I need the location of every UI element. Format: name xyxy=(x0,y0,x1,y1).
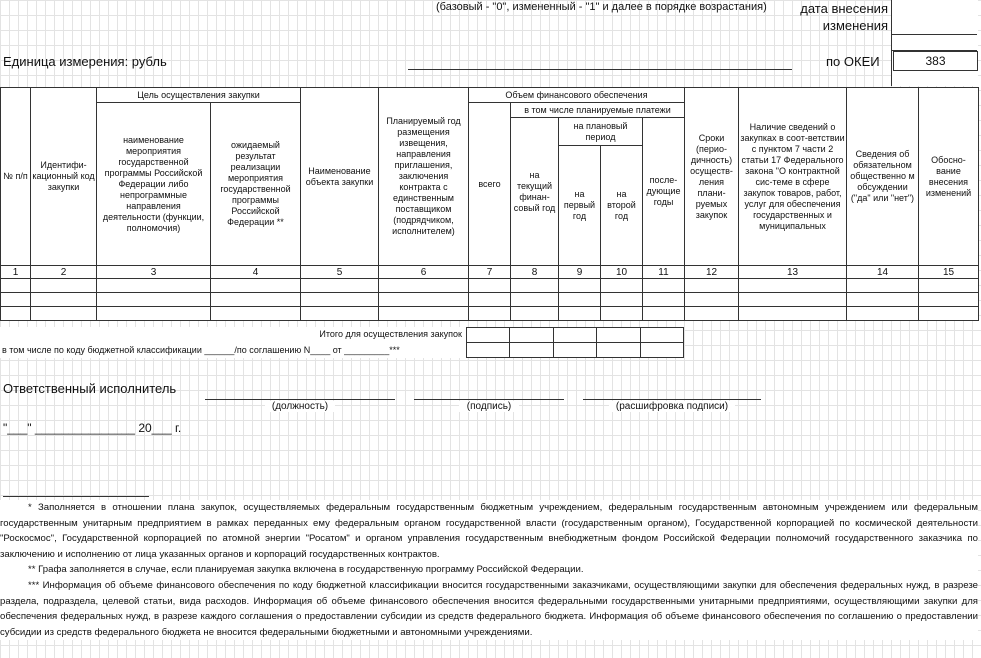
budget-code-label: в том числе по коду бюджетной классификации ______/по соглашению N____ от _________*** xyxy=(2,345,400,355)
col-num: 3 xyxy=(97,266,211,279)
date-line: "___" _______________ 20___ г. xyxy=(3,421,182,435)
table-row xyxy=(1,307,979,321)
h-second: на второй год xyxy=(601,146,643,266)
h-num: № п/п xyxy=(1,88,31,266)
h-justify: Обосно-вание внесения изменений xyxy=(919,88,979,266)
h-finance: Объем финансового обеспечения xyxy=(469,88,685,103)
h-object: Наименование объекта закупки xyxy=(301,88,379,266)
col-num: 1 xyxy=(1,266,31,279)
table-row xyxy=(1,279,979,293)
responsible-label: Ответственный исполнитель xyxy=(3,381,177,396)
h-total: всего xyxy=(469,103,511,266)
itogo-label: Итого для осуществления закупок xyxy=(319,329,462,339)
h-later: после-дующие годы xyxy=(643,118,685,266)
footnote-3: *** Информация об объеме финансового обеспечения по коду бюджетной классификации вносится государственными заказчиками, осуществляющими закупки для обеспечения федеральных нужд, в разрезе раздела, подраздела, целевой статьи, вида расходов. Информация об объеме финансового обеспечения вносится федеральными государственными унитарными предприятиями, осуществляющими закупки для обеспечения федеральных нужд, в разрезе каждого соглашения о предоставлении субсидии из средств федерального бюджета. Информация об объеме финансового обеспечения по соглашению о предоставлении субсидии из средств федерального бюджета не вносится федеральными бюджетными и автономными учреждениями. xyxy=(0,579,978,638)
okei-value[interactable]: 383 xyxy=(893,51,978,71)
unit-label: Единица измерения: рубль xyxy=(3,54,167,69)
h-current: на текущий финан-совый год xyxy=(511,118,559,266)
decryption-caption: (расшифровка подписи) xyxy=(609,401,735,412)
h-goal: Цель осуществления закупки xyxy=(97,88,301,103)
h-goal-event: наименование мероприятия государственной программы Российской Федерации либо непрограммные направления деятельности (функции, полномочия) xyxy=(97,103,211,266)
okei-label: по ОКЕИ xyxy=(826,54,880,69)
h-incl: в том числе планируемые платежи xyxy=(511,103,685,118)
col-num: 7 xyxy=(469,266,511,279)
h-first: на первый год xyxy=(559,146,601,266)
col-num: 14 xyxy=(847,266,919,279)
col-num: 11 xyxy=(643,266,685,279)
position-caption: (должность) xyxy=(265,401,335,412)
h-info: Наличие сведений о закупках в соот-ветствии с пунктом 7 части 2 статьи 17 Федерального закона "О контрактной сис-теме в сфере закупок товаров, работ, услуг для обеспечения государственных и муниципальных xyxy=(739,88,847,266)
col-num: 2 xyxy=(31,266,97,279)
date-change-label: дата внесения изменения xyxy=(800,1,888,33)
h-discussion: Сведения об обязательном общественно м обсуждении ("да" или "нет") xyxy=(847,88,919,266)
footnote-1: * Заполняется в отношении плана закупок, осуществляемых федеральным государственным бюджетным учреждением, федеральным государственным автономным учреждением или федеральным государственным унитарным предприятием в рамках переданных ему федеральным органом государственной власти (государственным органом), Государственной корпорацией по космической деятельности "Роскосмос", Государственной корпорацией по атомной энергии "Росатом" и органом управления государственным внебюджетным фондом Российской Федерации полномочий государственного заказчика по заключению и исполнению от лица указанных органов и корпораций государственных контрактов. xyxy=(0,502,978,560)
h-ident: Идентифи-кационный код закупки xyxy=(31,88,97,266)
version-note: (базовый - "0", измененный - "1" и далее в порядке возрастания) xyxy=(436,1,767,13)
signature-caption: (подпись) xyxy=(459,401,519,412)
h-terms: Сроки (перио-дичность) осуществ-ления плани-руемых закупок xyxy=(685,88,739,266)
footnote-2: ** Графа заполняется в случае, если планируемая закупка включена в государственную программу Российской Федерации. xyxy=(28,564,584,576)
col-num: 10 xyxy=(601,266,643,279)
col-num: 9 xyxy=(559,266,601,279)
col-num: 4 xyxy=(211,266,301,279)
footnotes xyxy=(0,500,978,640)
col-num: 13 xyxy=(739,266,847,279)
col-num: 8 xyxy=(511,266,559,279)
itogo-row xyxy=(0,327,684,343)
unit-underline xyxy=(408,69,792,70)
col-num: 15 xyxy=(919,266,979,279)
purchase-plan-table xyxy=(0,87,979,321)
h-plan: на плановый период xyxy=(559,118,643,146)
date-box xyxy=(891,0,978,86)
budget-code-row xyxy=(0,343,684,358)
col-num: 12 xyxy=(685,266,739,279)
col-num: 5 xyxy=(301,266,379,279)
footnote-separator xyxy=(3,496,149,497)
h-goal-result: ожидаемый результат реализации мероприятия государственной программы Российской Федерации ** xyxy=(211,103,301,266)
table-row xyxy=(1,293,979,307)
col-num: 6 xyxy=(379,266,469,279)
h-year: Планируемый год размещения извещения, направления приглашения, заключения контракта с единственным поставщиком (подрядчиком, исполнителем) xyxy=(379,88,469,266)
